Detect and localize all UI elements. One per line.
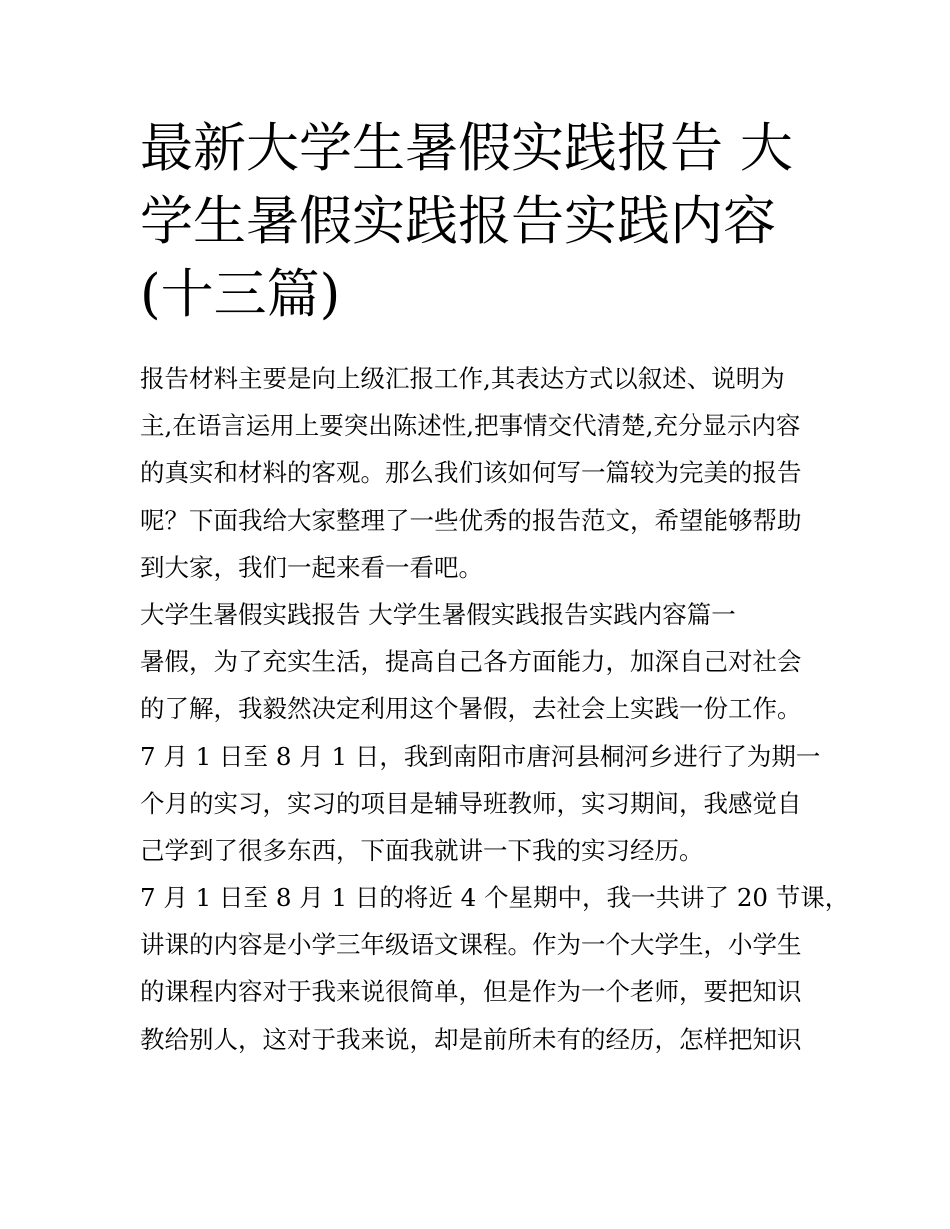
document-title: 最新大学生暑假实践报告 大学生暑假实践报告实践内容(十三篇) xyxy=(140,118,793,325)
paragraph-line: 个月的实习，实习的项目是辅导班教师，实习期间，我感觉自 xyxy=(140,788,802,818)
paragraph-line: 7 月 1 日至 8 月 1 日的将近 4 个星期中，我一共讲了 20 节课， xyxy=(140,883,850,913)
paragraph-line: 到大家，我们一起来看一看吧。 xyxy=(140,552,483,582)
paragraph-line: 呢？下面我给大家整理了一些优秀的报告范文，希望能够帮助 xyxy=(140,505,802,535)
paragraph-line: 主,在语言运用上要突出陈述性,把事情交代清楚,充分显示内容 xyxy=(140,411,801,441)
paragraph-line: 的真实和材料的客观。那么我们该如何写一篇较为完美的报告 xyxy=(140,458,802,488)
paragraph-line: 的了解，我毅然决定利用这个暑假，去社会上实践一份工作。 xyxy=(140,694,802,724)
paragraph-line: 的课程内容对于我来说很简单，但是作为一个老师，要把知识 xyxy=(140,977,802,1007)
paragraph-line: 讲课的内容是小学三年级语文课程。作为一个大学生，小学生 xyxy=(140,930,802,960)
document-body xyxy=(140,355,850,1063)
paragraph-line: 己学到了很多东西，下面我就讲一下我的实习经历。 xyxy=(140,835,704,865)
paragraph-line: 暑假，为了充实生活，提高自己各方面能力，加深自己对社会 xyxy=(140,647,802,677)
paragraph-line: 教给别人，这对于我来说，却是前所未有的经历，怎样把知识 xyxy=(140,1024,802,1054)
paragraph-line: 报告材料主要是向上级汇报工作,其表达方式以叙述、说明为 xyxy=(140,364,785,393)
paragraph-line: 7 月 1 日至 8 月 1 日，我到南阳市唐河县桐河乡进行了为期一 xyxy=(140,741,821,771)
section-heading: 大学生暑假实践报告 大学生暑假实践报告实践内容篇一 xyxy=(140,599,736,629)
